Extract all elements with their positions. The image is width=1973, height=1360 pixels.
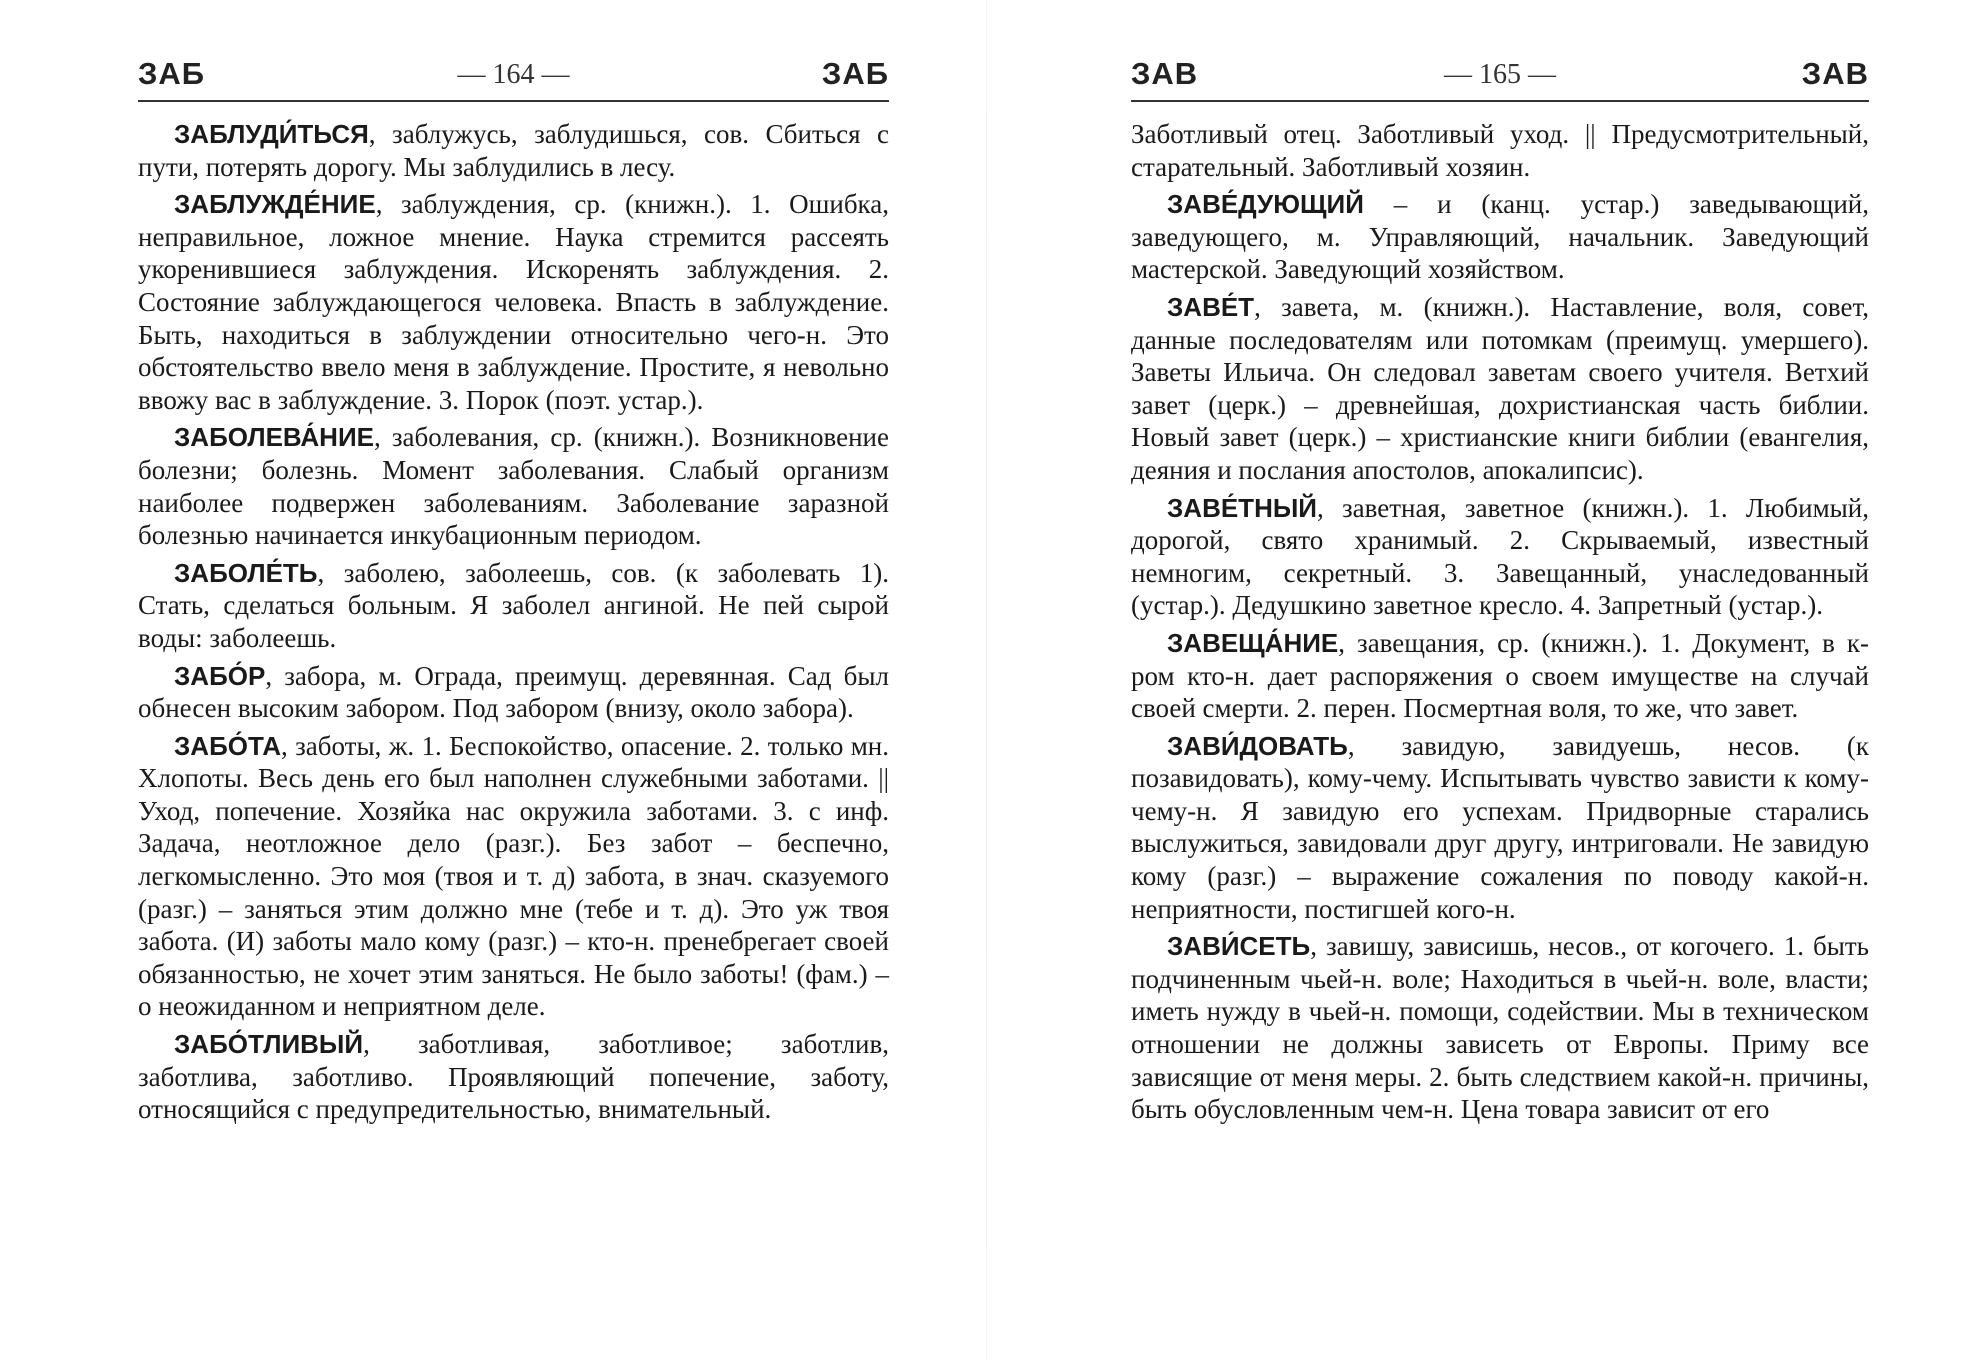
entry-body: , заболею, заболеешь, сов. (к заболевать 1). Стать, сделаться больным. Я заболел ангиной. Не пей сырой воды: заболеешь. [138,557,889,653]
dictionary-entry [138,188,889,416]
page-header [1131,56,1869,102]
entry-body: , забора, м. Ограда, преимущ. деревянная. Сад был обнесен высоким забором. Под забором (внизу, около забора). [138,660,889,724]
page-text [1131,118,1869,1131]
entry-headword: ЗАБЛУЖДЕ́НИЕ [174,189,376,220]
dictionary-entry [138,118,889,183]
dictionary-entry [138,557,889,655]
entry-body: , заболевания, ср. (книжн.). Возникновение болезни; болезнь. Момент заболевания. Слабый организм наиболее подвержен заболеваниям. Заболевание заразной болезнью начинается инкубационным периодом. [138,422,889,551]
entry-headword: ЗАБО́ТА [174,730,281,761]
entry-headword: ЗАБО́Р [174,660,266,691]
dictionary-entry [1131,188,1869,286]
page-number: — 164 — [457,59,570,90]
dictionary-entry [1131,291,1869,487]
header-rule [138,100,889,102]
entry-headword: ЗАБОЛЕВА́НИЕ [174,422,374,453]
dictionary-entry [1131,730,1869,926]
entry-body: , завишу, зависишь, несов., от когочего. 1. быть подчиненным чьей-н. воле; Находиться в чьей-н. воле, власти; иметь нужду в чьей-н. помощи, содействии. Мы в техническом отношении не должны зависеть от Европы. Приму все зависящие от меня меры. 2. быть следствием какой-н. причины, быть обусловленным чем-н. Цена товара зависит от его [1131,931,1869,1125]
guide-word-left: ЗАБ [138,56,206,91]
dictionary-entry [138,421,889,551]
left-page [0,0,986,1360]
header-rule [1131,100,1869,102]
right-page [986,0,1973,1360]
entry-body: , заботливая, заботливое; заботлив, заботлива, заботливо. Проявляющий попечение, заботу, относящийся с предупредительностью, внимательный. [138,1029,889,1125]
entry-body: , завета, м. (книжн.). Наставление, воля, совет, данные последователям или потомкам (преимущ. умершего). Заветы Ильича. Он следовал заветам своего учителя. Ветхий завет (церк.) – древнейшая, дохристианская часть библии. Новый завет (церк.) – христианские книги библии (евангелия, деяния и послания апостолов, апокалипсис). [1131,291,1869,485]
page-header [138,56,889,102]
guide-word-right: ЗАБ [821,56,889,91]
entry-headword: ЗАВЕ́ДУЮЩИЙ [1167,189,1364,220]
entry-body: , завещания, ср. (книжн.). 1. Документ, в к-ром кто-н. дает распоряжения о своем имуществе на случай своей смерти. 2. перен. Посмертная воля, то же, что завет. [1131,627,1869,724]
entry-headword: ЗАВЕЩА́НИЕ [1167,627,1339,658]
guide-word-right: ЗАВ [1801,56,1869,91]
dictionary-entry [138,1028,889,1126]
dictionary-entry [138,730,889,1023]
entry-body: , заблуждения, ср. (книжн.). 1. Ошибка, неправильное, ложное мнение. Наука стремится рассеять укоренившиеся заблуждения. Искоренять заблуждения. 2. Состояние заблуждающегося человека. Впасть в заблуждение. Быть, находиться в заблуждении относительно чего-н. Это обстоятельство ввело меня в заблуждение. Простите, я невольно ввожу вас в заблуждение. 3. Порок (поэт. устар.). [138,189,889,415]
entry-body: , заблужусь, заблудишься, сов. Сбиться с пути, потерять дорогу. Мы заблудились в лесу. [138,119,889,182]
entry-headword: ЗАВИ́СЕТЬ [1167,931,1311,962]
entry-body: , заветная, заветное (книжн.). 1. Любимый, дорогой, свято хранимый. 2. Скрываемый, известный немногим, секретный. 3. Завещанный, унаследованный (устар.). Дедушкино заветное кресло. 4. Запретный (устар.). [1131,492,1869,621]
dictionary-entry [138,660,889,725]
entry-headword: ЗАВЕ́ТНЫЙ [1167,492,1317,523]
entry-body: – и (канц. устар.) заведывающий, заведующего, м. Управляющий, начальник. Заведующий мастерской. Заведующий хозяйством. [1131,189,1869,285]
entry-body: , заботы, ж. 1. Беспокойство, опасение. 2. только мн. Хлопоты. Весь день его был наполнен служебными заботами. || Уход, попечение. Хозяйка нас окружила заботами. 3. с инф. Задача, неотложное дело (разг.). Без забот – беспечно, легкомысленно. Это моя (твоя и т. д) забота, в знач. сказуемого (разг.) – заняться этим должно мне (тебе и т. д). Это уж твоя забота. (И) заботы мало кому (разг.) – кто-н. пренебрегает своей обязанностью, не хочет этим заняться. Не было заботы! (фам.) – о неожиданном и неприятном деле. [138,730,889,1022]
page-text [138,118,889,1131]
entry-headword: ЗАБЛУДИ́ТЬСЯ [174,119,369,149]
entry-headword: ЗАВЕ́Т [1167,291,1255,322]
dictionary-entry [1131,930,1869,1126]
guide-word-left: ЗАВ [1131,56,1199,91]
entry-headword: ЗАБОЛЕ́ТЬ [174,557,318,588]
dictionary-entry [1131,627,1869,725]
entry-headword: ЗАБО́ТЛИВЫЙ [174,1029,364,1060]
entry-continuation: Заботливый отец. Заботливый уход. || Предусмотрительный, старательный. Заботливый хозяин. [1131,119,1869,182]
page-number: — 165 — [1444,59,1556,90]
entry-headword: ЗАВИ́ДОВАТЬ [1167,730,1348,761]
dictionary-entry [1131,492,1869,622]
entry-body: , завидую, завидуешь, несов. (к позавидовать), кому-чему. Испытывать чувство зависти к кому-чему-н. Я завидую его успехам. Придворные старались выслужиться, завидовали друг другу, интриговали. Не завидую кому (разг.) – выражение сожаления по поводу какой-н. неприятности, постигшей кого-н. [1131,730,1869,924]
